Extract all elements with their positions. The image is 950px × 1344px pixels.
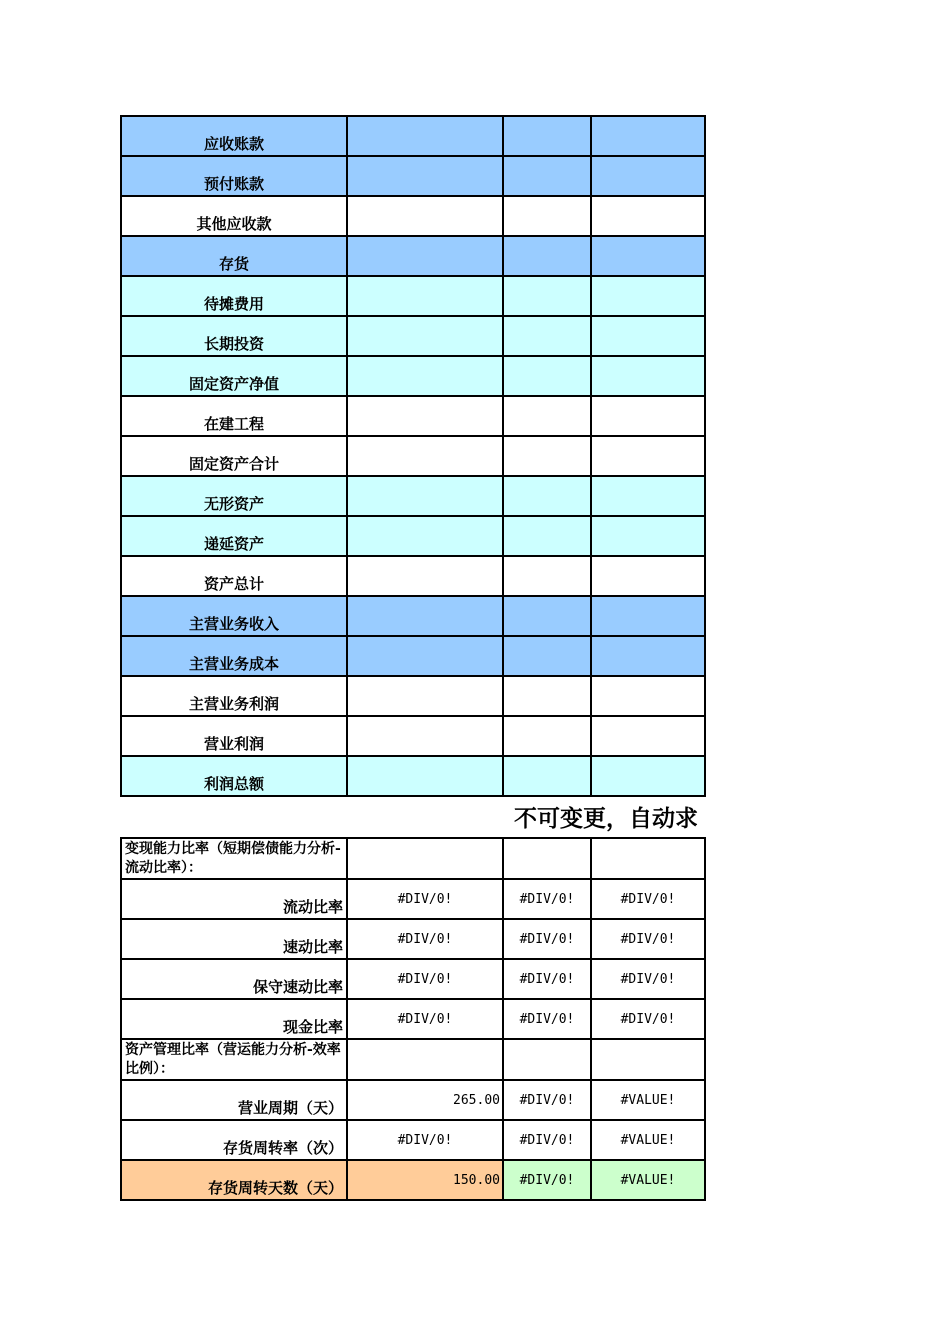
cell[interactable] [591, 476, 705, 516]
cell[interactable] [591, 596, 705, 636]
table-row [121, 116, 705, 156]
row-label[interactable]: 长期投资 [121, 316, 347, 356]
row-label[interactable]: 待摊费用 [121, 276, 347, 316]
value-cell[interactable]: #DIV/0! [591, 999, 705, 1039]
cell[interactable] [503, 1039, 591, 1080]
cell[interactable] [503, 236, 591, 276]
row-label[interactable]: 在建工程 [121, 396, 347, 436]
cell[interactable] [347, 756, 503, 796]
table-row [121, 356, 705, 396]
row-label[interactable]: 营业周期（天） [121, 1080, 347, 1120]
section-header-liquidity[interactable]: 变现能力比率（短期偿债能力分析-流动比率）： [121, 838, 347, 879]
balance-sheet-table [120, 115, 706, 797]
table-row [121, 999, 705, 1039]
row-label[interactable]: 存货周转天数（天） [121, 1160, 347, 1200]
value-cell[interactable]: 265.00 [347, 1080, 503, 1120]
auto-calc-note: 不可变更，自动求 [514, 805, 698, 832]
cell[interactable] [503, 556, 591, 596]
cell[interactable] [591, 636, 705, 676]
cell[interactable] [503, 676, 591, 716]
row-label[interactable]: 固定资产净值 [121, 356, 347, 396]
cell[interactable] [503, 156, 591, 196]
value-cell[interactable]: #DIV/0! [591, 879, 705, 919]
cell[interactable] [503, 396, 591, 436]
cell[interactable] [591, 396, 705, 436]
table-row [121, 919, 705, 959]
ratio-table [120, 837, 706, 1201]
row-label[interactable]: 速动比率 [121, 919, 347, 959]
value-cell[interactable]: #DIV/0! [503, 959, 591, 999]
cell[interactable] [347, 396, 503, 436]
section-header-asset-management[interactable]: 资产管理比率（营运能力分析-效率比例）： [121, 1039, 347, 1080]
cell[interactable] [591, 676, 705, 716]
cell[interactable] [347, 276, 503, 316]
table-row [121, 156, 705, 196]
row-label[interactable]: 现金比率 [121, 999, 347, 1039]
row-label[interactable]: 主营业务利润 [121, 676, 347, 716]
cell[interactable] [503, 116, 591, 156]
row-label[interactable]: 其他应收款 [121, 196, 347, 236]
cell[interactable] [503, 436, 591, 476]
table-row [121, 476, 705, 516]
table-row [121, 1120, 705, 1160]
table-row [121, 756, 705, 796]
cell[interactable] [347, 838, 503, 879]
cell[interactable] [347, 596, 503, 636]
table-row [121, 1039, 705, 1080]
cell[interactable] [591, 516, 705, 556]
row-label[interactable]: 存货周转率（次） [121, 1120, 347, 1160]
table-row [121, 879, 705, 919]
table-row [121, 276, 705, 316]
value-cell[interactable]: 150.00 [347, 1160, 503, 1200]
row-label[interactable]: 资产总计 [121, 556, 347, 596]
table-row [121, 516, 705, 556]
table-row [121, 396, 705, 436]
value-cell[interactable]: #DIV/0! [503, 919, 591, 959]
cell[interactable] [591, 116, 705, 156]
value-cell[interactable]: #DIV/0! [503, 1160, 591, 1200]
row-label[interactable]: 营业利润 [121, 716, 347, 756]
cell[interactable] [503, 356, 591, 396]
cell[interactable] [503, 716, 591, 756]
cell[interactable] [503, 516, 591, 556]
cell[interactable] [591, 236, 705, 276]
cell[interactable] [347, 556, 503, 596]
cell[interactable] [591, 756, 705, 796]
table-row [121, 436, 705, 476]
cell[interactable] [591, 276, 705, 316]
table-row [121, 196, 705, 236]
cell[interactable] [503, 276, 591, 316]
table-row [121, 636, 705, 676]
table-row [121, 316, 705, 356]
cell[interactable] [347, 116, 503, 156]
cell[interactable] [591, 1039, 705, 1080]
cell[interactable] [347, 676, 503, 716]
table-row [121, 676, 705, 716]
table-row [121, 236, 705, 276]
row-label[interactable]: 固定资产合计 [121, 436, 347, 476]
table-row [121, 716, 705, 756]
row-label[interactable]: 应收账款 [121, 116, 347, 156]
row-label[interactable]: 存货 [121, 236, 347, 276]
cell[interactable] [591, 356, 705, 396]
row-label[interactable]: 无形资产 [121, 476, 347, 516]
cell[interactable] [347, 716, 503, 756]
table-row [121, 1160, 705, 1200]
cell[interactable] [503, 756, 591, 796]
row-label[interactable]: 流动比率 [121, 879, 347, 919]
row-label[interactable]: 主营业务收入 [121, 596, 347, 636]
value-cell[interactable]: #DIV/0! [347, 959, 503, 999]
cell[interactable] [503, 838, 591, 879]
cell[interactable] [503, 476, 591, 516]
value-cell[interactable]: #DIV/0! [591, 919, 705, 959]
cell[interactable] [347, 436, 503, 476]
row-label[interactable]: 预付账款 [121, 156, 347, 196]
spreadsheet [120, 115, 704, 1201]
cell[interactable] [591, 196, 705, 236]
cell[interactable] [347, 196, 503, 236]
value-cell[interactable]: #DIV/0! [503, 1120, 591, 1160]
value-cell[interactable]: #DIV/0! [503, 999, 591, 1039]
value-cell[interactable]: #VALUE! [591, 1160, 705, 1200]
cell[interactable] [591, 156, 705, 196]
table-row [121, 838, 705, 879]
value-cell[interactable]: #DIV/0! [503, 1080, 591, 1120]
table-row [121, 959, 705, 999]
cell[interactable] [347, 476, 503, 516]
table-row [121, 556, 705, 596]
cell[interactable] [347, 356, 503, 396]
cell[interactable] [591, 838, 705, 879]
table-row [121, 596, 705, 636]
value-cell[interactable]: #DIV/0! [591, 959, 705, 999]
row-label[interactable]: 递延资产 [121, 516, 347, 556]
cell[interactable] [591, 716, 705, 756]
cell[interactable] [503, 596, 591, 636]
cell[interactable] [591, 556, 705, 596]
cell[interactable] [347, 236, 503, 276]
table-row [121, 1080, 705, 1120]
cell[interactable] [347, 1039, 503, 1080]
row-label[interactable]: 保守速动比率 [121, 959, 347, 999]
value-cell[interactable]: #DIV/0! [347, 999, 503, 1039]
value-cell[interactable]: #DIV/0! [347, 919, 503, 959]
value-cell[interactable]: #DIV/0! [503, 879, 591, 919]
value-cell[interactable]: #DIV/0! [347, 1120, 503, 1160]
note-row [120, 797, 704, 837]
cell[interactable] [347, 156, 503, 196]
cell[interactable] [347, 316, 503, 356]
cell[interactable] [347, 516, 503, 556]
value-cell[interactable]: #VALUE! [591, 1080, 705, 1120]
row-label[interactable]: 利润总额 [121, 756, 347, 796]
row-label[interactable]: 主营业务成本 [121, 636, 347, 676]
value-cell[interactable]: #VALUE! [591, 1120, 705, 1160]
cell[interactable] [503, 316, 591, 356]
cell[interactable] [347, 636, 503, 676]
cell[interactable] [591, 436, 705, 476]
value-cell[interactable]: #DIV/0! [347, 879, 503, 919]
cell[interactable] [591, 316, 705, 356]
cell[interactable] [503, 636, 591, 676]
cell[interactable] [503, 196, 591, 236]
